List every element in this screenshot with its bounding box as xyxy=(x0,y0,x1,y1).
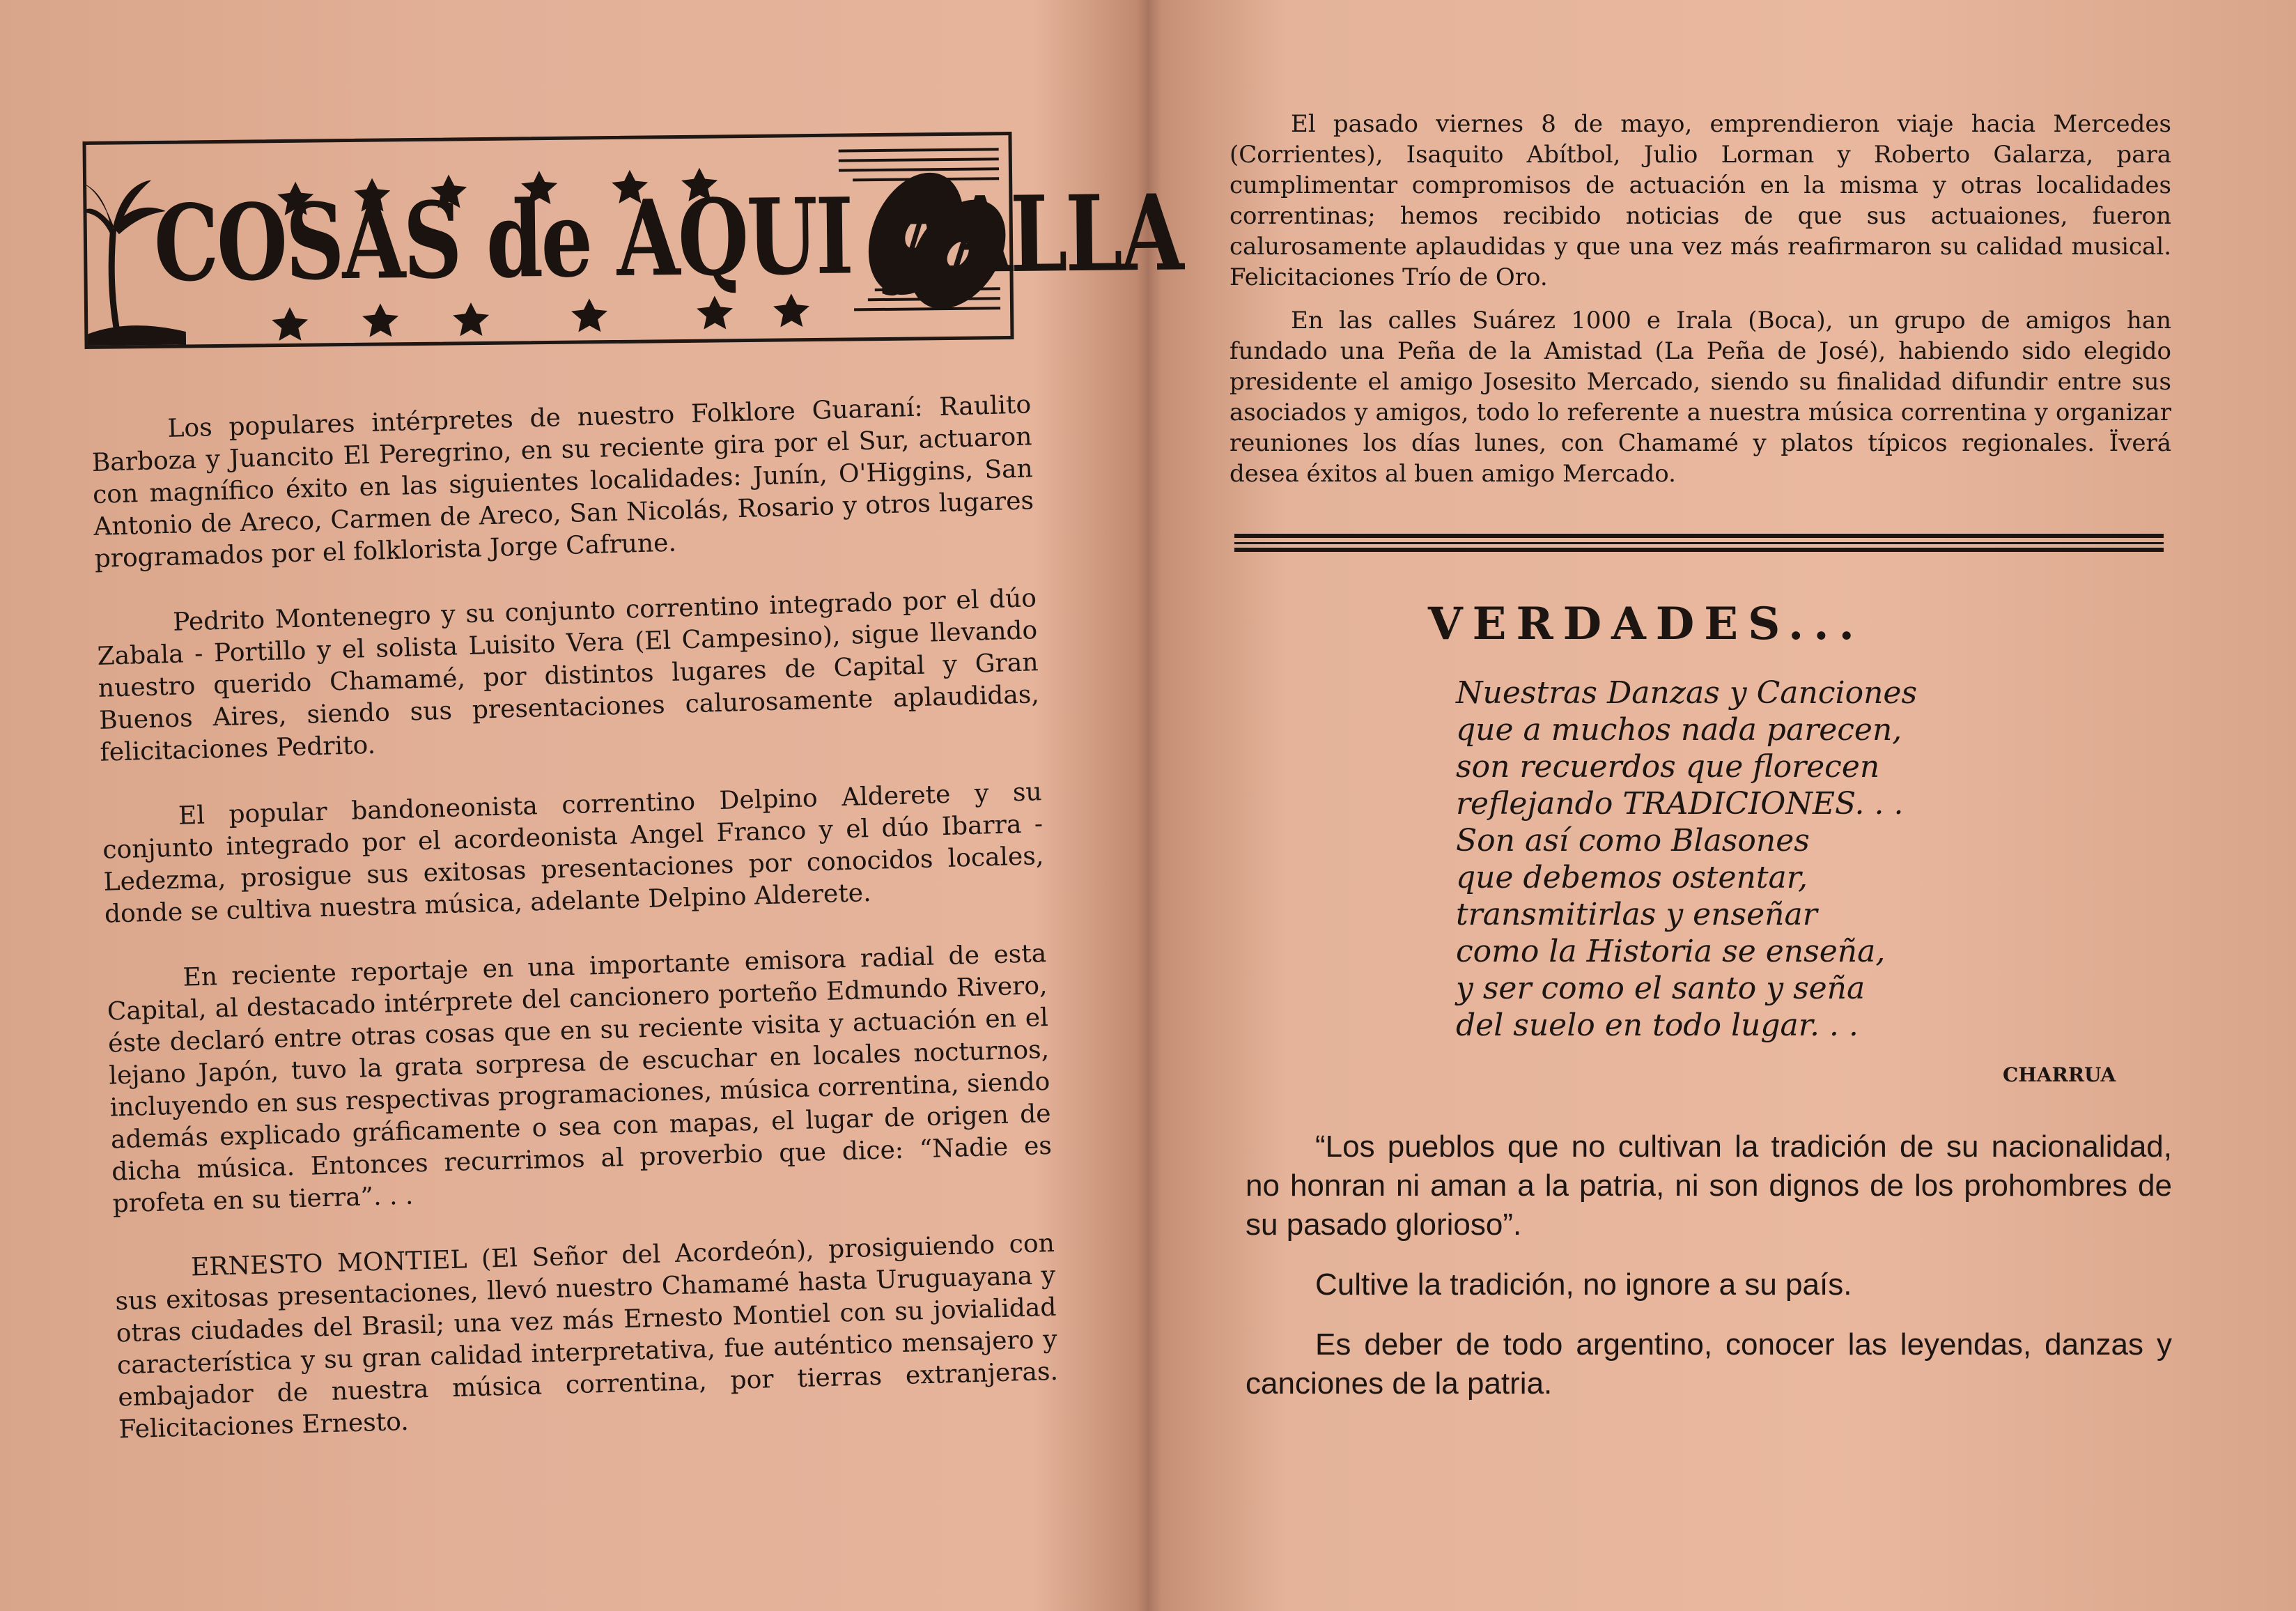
poem-title: VERDADES... xyxy=(1428,598,1864,650)
article-paragraph: El pasado viernes 8 de mayo, emprendieron viaje hacia Mercedes (Corrientes), Isaquito Abítbol, Julio Lorman y Roberto Galarza, para cumplimentar compromisos de actuación en la misma y otras localidades correntinas; hemos recibido noticias de que sus actuaiones, fueron calurosamente aplaudidas y que una vez más reafirmaron su calidad musical. Felicitaciones Trío de Oro. xyxy=(1230,110,2171,291)
divider-rule xyxy=(1234,548,2164,552)
right-article-column xyxy=(1230,109,2171,502)
poem-author: CHARRUA xyxy=(2003,1063,2116,1086)
quote-paragraph: “Los pueblos que no cultivan la tradición de su nacionalidad, no honran ni aman a la patria, ni son dignos de los prohombres de su pasado glorioso”. xyxy=(1246,1130,2172,1242)
section-title: COSAS de AQUI y ALLA xyxy=(153,171,1182,305)
right-page xyxy=(1149,0,2296,1611)
poem-line: transmitirlas y enseñar xyxy=(1456,897,1817,932)
closing-quotes xyxy=(1246,1127,2172,1424)
header-banner xyxy=(82,132,1182,349)
divider-rule xyxy=(1234,542,2164,544)
article-paragraph: Los populares intérpretes de nuestro Folklore Guaraní: Raulito Barboza y Juancito El Peregrino, en su reciente gira por el Sur, actuaron con magnífico éxito en las siguientes localidades: Junín, O'Higgins, San Antonio de Areco, Carmen de Areco, San Nicolás, Rosario y otros lugares programados por el folklorista Jorge Cafrune. xyxy=(91,390,1034,573)
poem-line: y ser como el santo y seña xyxy=(1456,971,1866,1006)
poem-line: Nuestras Danzas y Canciones xyxy=(1456,675,1918,711)
quote-paragraph: Cultive la tradición, no ignore a su país. xyxy=(1315,1267,1852,1302)
poem xyxy=(1456,675,1917,1044)
poem-line: como la Historia se enseña, xyxy=(1456,934,1886,969)
article-paragraph: En reciente reportaje en una importante emisora radial de esta Capital, al destacado intérprete del cancionero porteño Edmundo Rivero, éste declaró entre otras cosas que en su reciente visita y actuación en el lejano Japón, tuvo la grata sorpresa de escuchar en locales nocturnos, incluyendo en sus respectivas programaciones, música correntina, siendo además explicado gráficamente o sea con mapas, el lugar de origen de dicha música. Entonces recurrimos al proverbio que dice: “Nadie es profeta en su tierra”. . . xyxy=(107,939,1053,1219)
left-article-column xyxy=(91,389,1060,1479)
article-paragraph: En las calles Suárez 1000 e Irala (Boca), un grupo de amigos han fundado una Peña de la Amistad (La Peña de José), habiendo sido elegido presidente el amigo Josesito Mercado, siendo su finalidad difundir entre sus asociados y amigos, todo lo referente a nuestra música correntina y organizar reuniones los días lunes, con Chamamé y platos típicos regionales. Ïverá desea éxitos al buen amigo Mercado. xyxy=(1230,307,2171,488)
poem-line: Son así como Blasones xyxy=(1456,823,1810,858)
poem-line: reflejando TRADICIONES. . . xyxy=(1456,786,1904,822)
article-paragraph: El popular bandoneonista correntino Delpino Alderete y su conjunto integrado por el acordeonista Angel Franco y el dúo Ibarra - Ledezma, prosigue sus exitosas presentaciones por conocidos locales, donde se cultiva nuestra música, adelante Delpino Alderete. xyxy=(102,778,1044,929)
article-paragraph: ERNESTO MONTIEL (El Señor del Acordeón), prosiguiendo con sus exitosas presentaciones, llevó nuestro Chamamé hasta Uruguayana y otras ciudades del Brasil; una vez más Ernesto Montiel con su jovialidad característica y su gran calidad interpretativa, fue auténtico mensajero y embajador de nuestra música correntina, por tierras extranjeras. Felicitaciones Ernesto. xyxy=(114,1228,1059,1444)
poem-line: que debemos ostentar, xyxy=(1456,860,1808,895)
divider-rule xyxy=(1234,534,2164,538)
article-paragraph: Pedrito Montenegro y su conjunto correntino integrado por el dúo Zabala - Portillo y el solista Luisito Vera (El Campesino), sigue llevando nuestro querido Chamamé, por distintos lugares de Capital y Gran Buenos Aires, siendo sus presentaciones calurosamente aplaudidas, felicitaciones Pedrito. xyxy=(97,584,1040,767)
poem-line: que a muchos nada parecen, xyxy=(1456,712,1902,748)
poem-line: del suelo en todo lugar. . . xyxy=(1456,1008,1859,1043)
quote-paragraph: Es deber de todo argentino, conocer las leyendas, danzas y canciones de la patria. xyxy=(1246,1327,2172,1401)
poem-line: son recuerdos que florecen xyxy=(1456,749,1880,785)
